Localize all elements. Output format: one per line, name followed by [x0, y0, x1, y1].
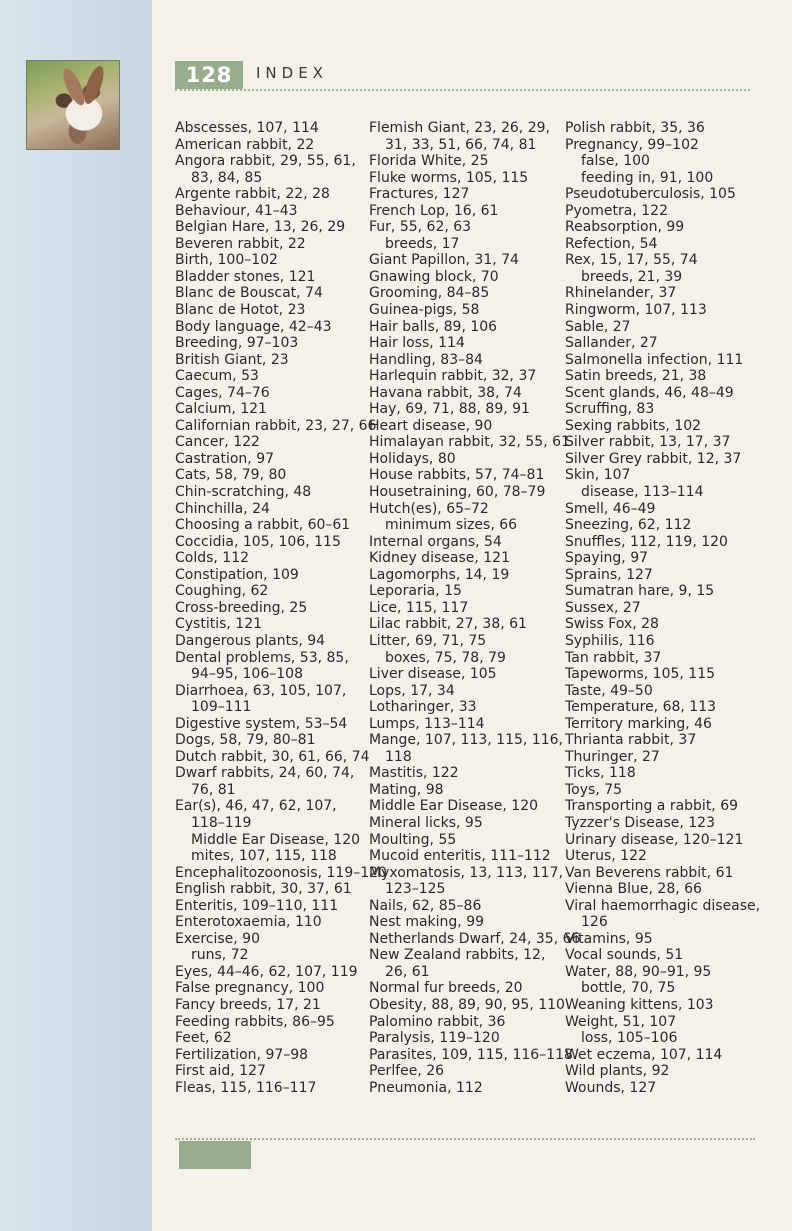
- index-entry: Sussex, 27: [565, 599, 641, 616]
- index-entry: Fluke worms, 105, 115: [369, 169, 529, 186]
- index-entry: Obesity, 88, 89, 90, 95, 110: [369, 996, 565, 1013]
- index-entry: Cancer, 122: [175, 434, 260, 451]
- index-entry: Angora rabbit, 29, 55, 61,: [175, 153, 356, 170]
- index-entry: Ringworm, 107, 113: [565, 302, 707, 319]
- index-entry: Feet, 62: [175, 1030, 232, 1047]
- index-entry: Dental problems, 53, 85,: [175, 649, 349, 666]
- index-entry: House rabbits, 57, 74–81: [369, 467, 545, 484]
- index-entry: Feeding rabbits, 86–95: [175, 1013, 335, 1030]
- index-entry: Belgian Hare, 13, 26, 29: [175, 219, 346, 236]
- index-entry: Holidays, 80: [369, 450, 456, 467]
- index-entry: Dogs, 58, 79, 80–81: [175, 732, 316, 749]
- index-entry: Transporting a rabbit, 69: [565, 798, 739, 815]
- index-entry: Encephalitozoonosis, 119–120: [175, 864, 387, 881]
- index-entry: Coccidia, 105, 106, 115: [175, 533, 341, 550]
- index-entry: American rabbit, 22: [175, 136, 315, 153]
- index-entry: Polish rabbit, 35, 36: [565, 120, 705, 136]
- index-entry: Refection, 54: [565, 235, 658, 252]
- page-title: INDEX: [256, 64, 328, 82]
- index-entry: Cross-breeding, 25: [175, 599, 308, 616]
- index-entry: Exercise, 90: [175, 930, 260, 947]
- index-entry: Pneumonia, 112: [369, 1079, 483, 1096]
- index-entry: Van Beverens rabbit, 61: [565, 864, 734, 881]
- index-entry: Digestive system, 53–54: [175, 715, 348, 732]
- index-entry: Internal organs, 54: [369, 533, 502, 550]
- index-entry: Bladder stones, 121: [175, 268, 316, 285]
- index-entry: French Lop, 16, 61: [369, 202, 499, 219]
- index-entry: Silver rabbit, 13, 17, 37: [565, 434, 731, 451]
- index-entry: Netherlands Dwarf, 24, 35, 66: [369, 930, 581, 947]
- index-entry: Blanc de Hotot, 23: [175, 302, 306, 319]
- index-entry: Flemish Giant, 23, 26, 29,: [369, 120, 550, 136]
- index-entry: Tan rabbit, 37: [565, 649, 662, 666]
- index-subentry: false, 100: [581, 153, 650, 170]
- index-entry: Perlfee, 26: [369, 1063, 445, 1080]
- index-entry: Parasites, 109, 115, 116–118: [369, 1046, 573, 1063]
- index-entry: Hair loss, 114: [369, 335, 465, 352]
- index-entry: Chin-scratching, 48: [175, 484, 312, 501]
- index-entry: Breeding, 97–103: [175, 335, 299, 352]
- index-subentry: 126: [581, 914, 608, 931]
- index-entry: Smell, 46–49: [565, 500, 656, 517]
- index-subentry: feeding in, 91, 100: [581, 169, 714, 186]
- index-entry: Weight, 51, 107: [565, 1013, 677, 1030]
- index-entry: Dangerous plants, 94: [175, 632, 326, 649]
- page-number: 128: [175, 61, 243, 89]
- index-entry: Sprains, 127: [565, 566, 653, 583]
- index-entry: Taste, 49–50: [565, 682, 653, 699]
- index-entry: Choosing a rabbit, 60–61: [175, 517, 351, 534]
- index-subentry: 118–119: [191, 814, 252, 831]
- index-entry: Paralysis, 119–120: [369, 1030, 500, 1047]
- index-entry: Hay, 69, 71, 88, 89, 91: [369, 401, 530, 418]
- index-entry: Birth, 100–102: [175, 252, 278, 269]
- index-entry: Heart disease, 90: [369, 417, 493, 434]
- index-entry: Lilac rabbit, 27, 38, 61: [369, 616, 527, 633]
- index-entry: Sumatran hare, 9, 15: [565, 583, 715, 600]
- index-subentry: bottle, 70, 75: [581, 980, 676, 997]
- index-entry: Middle Ear Disease, 120: [369, 798, 539, 815]
- index-entry: Leporaria, 15: [369, 583, 462, 600]
- index-entry: Sneezing, 62, 112: [565, 517, 692, 534]
- index-entry: Cages, 74–76: [175, 384, 270, 401]
- index-subentry: Middle Ear Disease, 120: [191, 831, 361, 848]
- index-subentry: 123–125: [385, 881, 446, 898]
- index-entry: Pseudotuberculosis, 105: [565, 186, 736, 203]
- index-entry: Wet eczema, 107, 114: [565, 1046, 723, 1063]
- index-entry: Calcium, 121: [175, 401, 267, 418]
- index-subentry: 83, 84, 85: [191, 169, 263, 186]
- index-entry: Moulting, 55: [369, 831, 457, 848]
- index-entry: Dutch rabbit, 30, 61, 66, 74: [175, 748, 370, 765]
- index-entry: Dwarf rabbits, 24, 60, 74,: [175, 765, 355, 782]
- index-entry: British Giant, 23: [175, 351, 289, 368]
- index-entry: Vocal sounds, 51: [565, 947, 684, 964]
- index-entry: Palomino rabbit, 36: [369, 1013, 506, 1030]
- index-entry: Argente rabbit, 22, 28: [175, 186, 330, 203]
- index-entry: Uterus, 122: [565, 848, 647, 865]
- index-entry: Water, 88, 90–91, 95: [565, 963, 712, 980]
- index-subentry: breeds, 21, 39: [581, 268, 683, 285]
- index-entry: Satin breeds, 21, 38: [565, 368, 707, 385]
- index-entry: Sallander, 27: [565, 335, 658, 352]
- index-entry: Eyes, 44–46, 62, 107, 119: [175, 963, 358, 980]
- index-subentry: 76, 81: [191, 781, 236, 798]
- index-entry: Sexing rabbits, 102: [565, 417, 702, 434]
- index-entry: Pregnancy, 99–102: [565, 136, 699, 153]
- index-entry: Giant Papillon, 31, 74: [369, 252, 519, 269]
- index-entry: Tapeworms, 105, 115: [565, 666, 716, 683]
- index-entry: Beveren rabbit, 22: [175, 235, 306, 252]
- index-entry: Wild plants, 92: [565, 1063, 670, 1080]
- index-subentry: disease, 113–114: [581, 484, 704, 501]
- index-entry: Body language, 42–43: [175, 318, 332, 335]
- index-entry: Scent glands, 46, 48–49: [565, 384, 734, 401]
- index-entry: New Zealand rabbits, 12,: [369, 947, 546, 964]
- index-entry: Diarrhoea, 63, 105, 107,: [175, 682, 347, 699]
- index-entry: Pyometra, 122: [565, 202, 668, 219]
- rabbit-ear-right: [81, 64, 108, 106]
- index-entry: Rex, 15, 17, 55, 74: [565, 252, 698, 269]
- index-entry: Fancy breeds, 17, 21: [175, 996, 321, 1013]
- index-entry: Sable, 27: [565, 318, 631, 335]
- index-subentry: mites, 107, 115, 118: [191, 848, 337, 865]
- index-entry: Guinea-pigs, 58: [369, 302, 480, 319]
- index-entry: Castration, 97: [175, 450, 275, 467]
- header-rule: [175, 89, 750, 91]
- index-column-1: [175, 120, 387, 1096]
- index-entry: Blanc de Bouscat, 74: [175, 285, 323, 302]
- index-entry: Vienna Blue, 28, 66: [565, 881, 702, 898]
- rabbit-photo: [26, 60, 120, 150]
- index-subentry: boxes, 75, 78, 79: [385, 649, 506, 666]
- index-entry: Lagomorphs, 14, 19: [369, 566, 510, 583]
- index-entry: Gnawing block, 70: [369, 268, 499, 285]
- index-entry: Syphilis, 116: [565, 632, 655, 649]
- index-entry: Hutch(es), 65–72: [369, 500, 489, 517]
- index-subentry: minimum sizes, 66: [385, 517, 518, 534]
- index-entry: Behaviour, 41–43: [175, 202, 298, 219]
- side-strip: [0, 0, 152, 1231]
- index-entry: Mucoid enteritis, 111–112: [369, 848, 551, 865]
- index-entry: Temperature, 68, 113: [565, 699, 717, 716]
- index-entry: Lumps, 113–114: [369, 715, 485, 732]
- index-subentry: loss, 105–106: [581, 1030, 678, 1047]
- index-subentry: 26, 61: [385, 963, 430, 980]
- index-entry: Ticks, 118: [565, 765, 636, 782]
- footer-rule: [175, 1138, 755, 1140]
- index-entry: Mineral licks, 95: [369, 814, 483, 831]
- index-entry: Vitamins, 95: [565, 930, 653, 947]
- index-entry: Reabsorption, 99: [565, 219, 685, 236]
- index-entry: Mating, 98: [369, 781, 444, 798]
- index-entry: Havana rabbit, 38, 74: [369, 384, 522, 401]
- index-entry: Lops, 17, 34: [369, 682, 455, 699]
- index-entry: Cystitis, 121: [175, 616, 263, 633]
- index-entry: Toys, 75: [565, 781, 623, 798]
- index-subentry: breeds, 17: [385, 235, 460, 252]
- index-subentry: runs, 72: [191, 947, 249, 964]
- index-subentry: 118: [385, 748, 412, 765]
- index-entry: Urinary disease, 120–121: [565, 831, 744, 848]
- index-entry: Fertilization, 97–98: [175, 1046, 309, 1063]
- index-entry: Enteritis, 109–110, 111: [175, 897, 339, 914]
- index-entry: Litter, 69, 71, 75: [369, 632, 487, 649]
- index-entry: Snuffles, 112, 119, 120: [565, 533, 728, 550]
- index-entry: Abscesses, 107, 114: [175, 120, 319, 136]
- footer-tab: [179, 1141, 251, 1169]
- index-entry: First aid, 127: [175, 1063, 266, 1080]
- index-entry: Constipation, 109: [175, 566, 299, 583]
- index-entry: Mange, 107, 113, 115, 116,: [369, 732, 563, 749]
- index-entry: Coughing, 62: [175, 583, 269, 600]
- index-subentry: 94–95, 106–108: [191, 666, 303, 683]
- index-entry: Scruffing, 83: [565, 401, 655, 418]
- index-entry: Fur, 55, 62, 63: [369, 219, 472, 236]
- index-entry: Viral haemorrhagic disease,: [565, 897, 761, 914]
- index-entry: Colds, 112: [175, 550, 250, 567]
- index-entry: Spaying, 97: [565, 550, 649, 567]
- index-entry: Handling, 83–84: [369, 351, 483, 368]
- index-entry: Fractures, 127: [369, 186, 470, 203]
- index-entry: Nest making, 99: [369, 914, 485, 931]
- index-entry: Nails, 62, 85–86: [369, 897, 482, 914]
- index-entry: Kidney disease, 121: [369, 550, 510, 567]
- index-entry: Chinchilla, 24: [175, 500, 270, 517]
- index-entry: Mastitis, 122: [369, 765, 459, 782]
- index-subentry: 31, 33, 51, 66, 74, 81: [385, 136, 537, 153]
- index-entry: Caecum, 53: [175, 368, 259, 385]
- index-entry: Lice, 115, 117: [369, 599, 469, 616]
- index-entry: Ear(s), 46, 47, 62, 107,: [175, 798, 337, 815]
- index-entry: Lotharinger, 33: [369, 699, 477, 716]
- index-column-3: [565, 120, 761, 1096]
- index-entry: Myxomatosis, 13, 113, 117,: [369, 864, 563, 881]
- index-entry: Cats, 58, 79, 80: [175, 467, 287, 484]
- index-subentry: 109–111: [191, 699, 252, 716]
- index-entry: False pregnancy, 100: [175, 980, 325, 997]
- index-entry: Californian rabbit, 23, 27, 66: [175, 417, 377, 434]
- index-entry: Rhinelander, 37: [565, 285, 677, 302]
- index-entry: Harlequin rabbit, 32, 37: [369, 368, 537, 385]
- index-entry: Territory marking, 46: [565, 715, 712, 732]
- index-entry: Himalayan rabbit, 32, 55, 61: [369, 434, 570, 451]
- index-entry: Silver Grey rabbit, 12, 37: [565, 450, 742, 467]
- index-entry: Grooming, 84–85: [369, 285, 490, 302]
- index-entry: Hair balls, 89, 106: [369, 318, 498, 335]
- index-entry: English rabbit, 30, 37, 61: [175, 881, 352, 898]
- index-entry: Fleas, 115, 116–117: [175, 1079, 317, 1096]
- index-entry: Liver disease, 105: [369, 666, 497, 683]
- index-entry: Wounds, 127: [565, 1079, 657, 1096]
- index-entry: Florida White, 25: [369, 153, 489, 170]
- index-entry: Enterotoxaemia, 110: [175, 914, 322, 931]
- index-entry: Tyzzer's Disease, 123: [565, 814, 716, 831]
- index-entry: Thuringer, 27: [565, 748, 660, 765]
- index-entry: Weaning kittens, 103: [565, 996, 714, 1013]
- index-entry: Skin, 107: [565, 467, 631, 484]
- index-entry: Salmonella infection, 111: [565, 351, 744, 368]
- index-entry: Normal fur breeds, 20: [369, 980, 523, 997]
- index-column-2: [369, 120, 581, 1096]
- index-entry: Swiss Fox, 28: [565, 616, 659, 633]
- index-entry: Housetraining, 60, 78–79: [369, 484, 546, 501]
- index-entry: Thrianta rabbit, 37: [565, 732, 697, 749]
